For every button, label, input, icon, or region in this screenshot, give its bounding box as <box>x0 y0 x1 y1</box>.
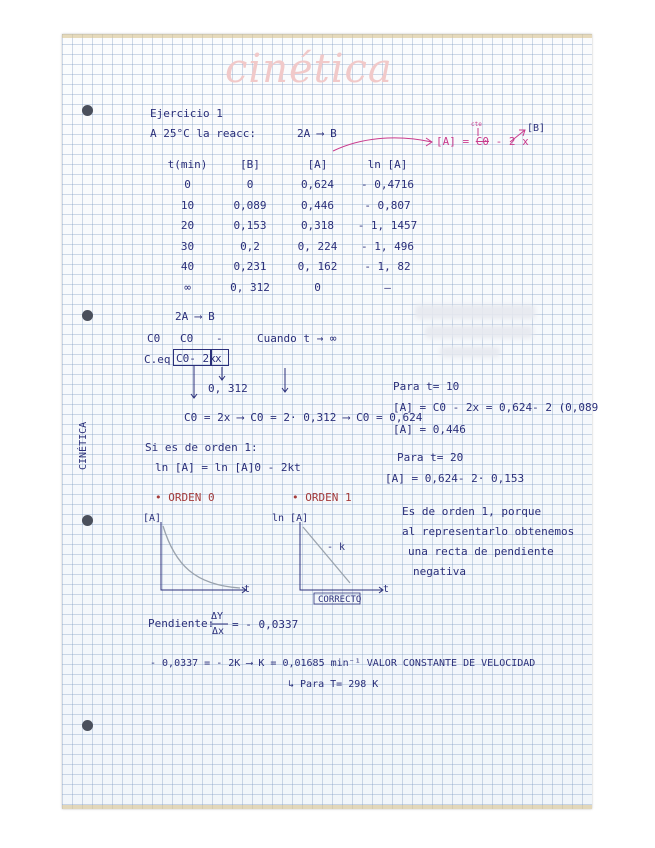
graph1-slope-label: - k <box>327 542 346 553</box>
table-cell: 0,153 <box>233 219 267 233</box>
stoich-x-value: 0, 312 <box>208 382 248 395</box>
col-header: [B] <box>240 157 260 171</box>
stoich-c0-label: C0 <box>147 332 161 345</box>
explanation-line: negativa <box>413 565 466 578</box>
final-sub: ↳ Para T= 298 K <box>288 679 379 690</box>
exercise-heading: Ejercicio 1 <box>150 107 223 120</box>
orden1-line <box>303 527 350 583</box>
table-cell: 0,231 <box>233 260 267 274</box>
para10-label: Para t= 10 <box>393 380 460 393</box>
stoich-c0-b: - <box>216 332 223 345</box>
graph0-xlabel: t <box>244 584 251 595</box>
table-cell: - 1, 496 <box>361 239 414 253</box>
table-cell: - 0,4716 <box>361 178 414 192</box>
table-cell: 0,318 <box>300 219 335 233</box>
graph1-axes <box>300 522 382 590</box>
orden0-curve <box>163 526 240 588</box>
pendiente-den: Δx <box>212 626 225 637</box>
table-cell: 0, 224 <box>297 239 338 253</box>
table-cell: 0,624 <box>300 178 335 192</box>
table-cell: 0,2 <box>240 239 260 253</box>
explanation-line: al representarlo obtenemos <box>402 525 575 538</box>
table-cell: — <box>384 280 391 294</box>
formula-bracket-label: [B] <box>527 123 546 134</box>
col-header: t(min) <box>167 157 208 171</box>
formula-small-label: cte <box>471 121 482 128</box>
table-cell: 10 <box>180 198 195 212</box>
orden1-label: • ORDEN 1 <box>292 491 352 504</box>
table-cell: 0, 312 <box>230 280 270 294</box>
table-cell: 0 <box>246 178 254 192</box>
table-cell: 0 <box>184 178 191 192</box>
graph1-caption: CORRECTO <box>318 595 362 605</box>
pendiente-num: ΔY <box>211 611 224 622</box>
table-cell: - 1, 82 <box>364 260 411 274</box>
stoich-c0-a: C0 <box>180 332 194 345</box>
stoich-ceq-a: C0- 2x <box>176 352 216 365</box>
col-header: ln [A] <box>367 157 408 171</box>
para20-equation: [A] = 0,624- 2· 0,153 <box>385 472 525 485</box>
explanation-line: una recta de pendiente <box>408 545 554 558</box>
para10-value: [A] = 0,446 <box>393 423 466 436</box>
pendiente-label: Pendiente: <box>148 617 215 630</box>
intro-text: A 25°C la reacc: <box>150 127 256 140</box>
table-cell: - 1, 1457 <box>357 219 418 233</box>
stoich-cuando: Cuando t → ∞ <box>257 332 337 345</box>
final-line: - 0,0337 = - 2K ⟶ K = 0,01685 min⁻¹ VALOR CONSTANTE DE VELOCIDAD <box>150 658 536 669</box>
curved-arrow <box>333 138 432 151</box>
stoich-ceq-b: x <box>215 352 222 365</box>
table-cell: 0, 162 <box>297 260 338 274</box>
table-cell: 0,446 <box>300 198 335 212</box>
table-cell: 30 <box>180 239 195 253</box>
order-note-line2: ln [A] = ln [A]0 - 2kt <box>155 461 301 474</box>
graph1-ylabel: ln [A] <box>272 513 309 524</box>
table-cell: 0,089 <box>233 198 267 212</box>
table-cell: 0 <box>314 280 321 294</box>
table-cell: 20 <box>180 219 195 233</box>
graph0-ylabel: [A] <box>143 513 162 524</box>
para10-equation: [A] = C0 - 2x = 0,624- 2 (0,089 <box>393 401 599 414</box>
stoich-ceq-label: C.eq <box>144 353 171 366</box>
graph1-xlabel: t <box>383 584 390 595</box>
stoich-reaction: 2A ⟶ B <box>175 310 215 323</box>
stoich-equation: C0 = 2x ⟶ C0 = 2· 0,312 ⟶ C0 = 0,624 <box>184 411 423 424</box>
reaction-text: 2A ⟶ B <box>297 127 337 140</box>
order-note-line1: Si es de orden 1: <box>145 441 258 454</box>
side-label: CINÉTICA <box>78 421 89 470</box>
page-title: cinética <box>225 46 393 92</box>
explanation-line: Es de orden 1, porque <box>402 505 542 518</box>
formula-top: [A] = C0 - 2 x <box>436 135 529 148</box>
table-cell: 40 <box>180 260 195 274</box>
pendiente-value: = - 0,0337 <box>232 618 299 631</box>
table-cell: ∞ <box>184 280 191 294</box>
para20-label: Para t= 20 <box>397 451 464 464</box>
table-cell: - 0,807 <box>364 198 411 212</box>
col-header: [A] <box>307 157 328 171</box>
orden0-label: • ORDEN 0 <box>155 491 215 504</box>
